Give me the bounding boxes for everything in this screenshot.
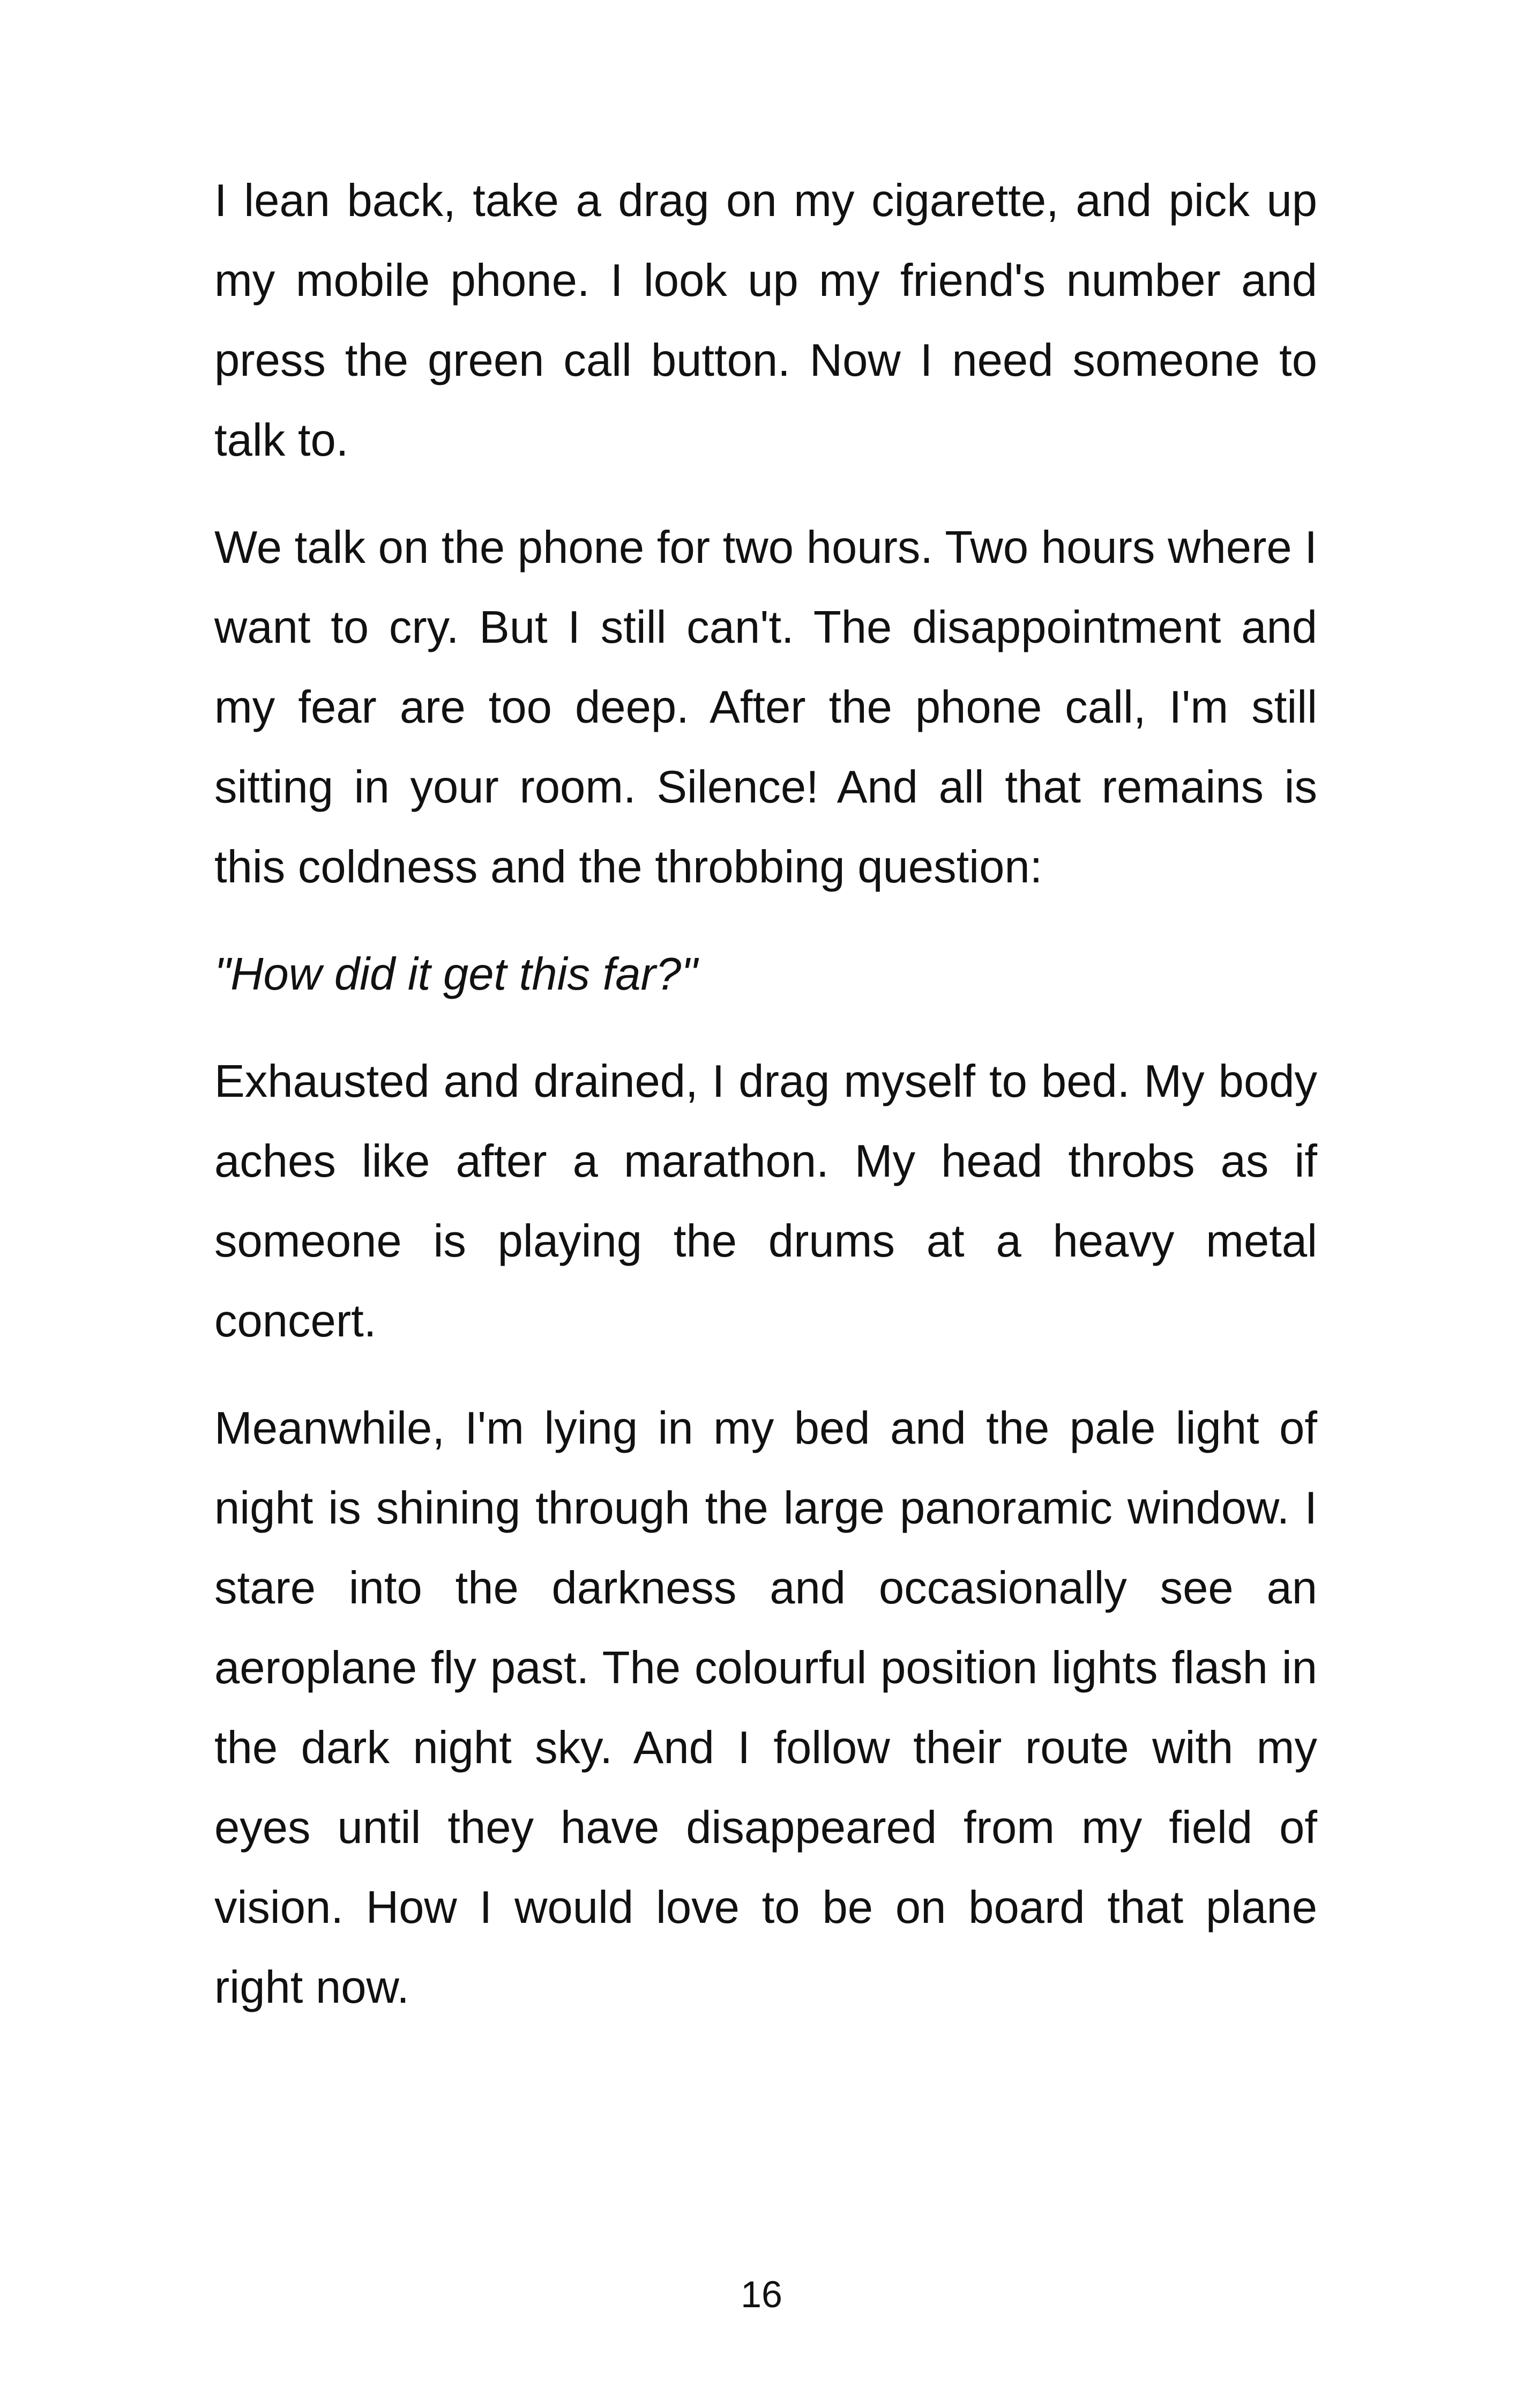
quote-paragraph: "How did it get this far?" <box>214 949 698 1000</box>
page-number: 16 <box>741 2273 782 2315</box>
paragraph: Meanwhile, I'm lying in my bed and the pale light of night is shining through the large panoramic window. I stare into the darkness and occasionally see an aeroplane fly past. The colourful position lights flash in the dark night sky. And I follow their route with my eyes until they have disappeared from my field of vision. How I would love to be on board that plane right now. <box>214 1403 1317 2013</box>
paragraph: I lean back, take a drag on my cigarette, and pick up my mobile phone. I look up my friend's number and press the green call button. Now I need someone to talk to. <box>214 175 1317 466</box>
paragraph: We talk on the phone for two hours. Two hours where I want to cry. But I still can't. The disappointment and my fear are too deep. After the phone call, I'm still sitting in your room. Silence! And all that remains is this coldness and the throbbing question: <box>214 522 1317 893</box>
paragraph: Exhausted and drained, I drag myself to bed. My body aches like after a marathon. My head throbs as if someone is playing the drums at a heavy metal concert. <box>214 1056 1317 1347</box>
page-body <box>214 161 1317 2055</box>
